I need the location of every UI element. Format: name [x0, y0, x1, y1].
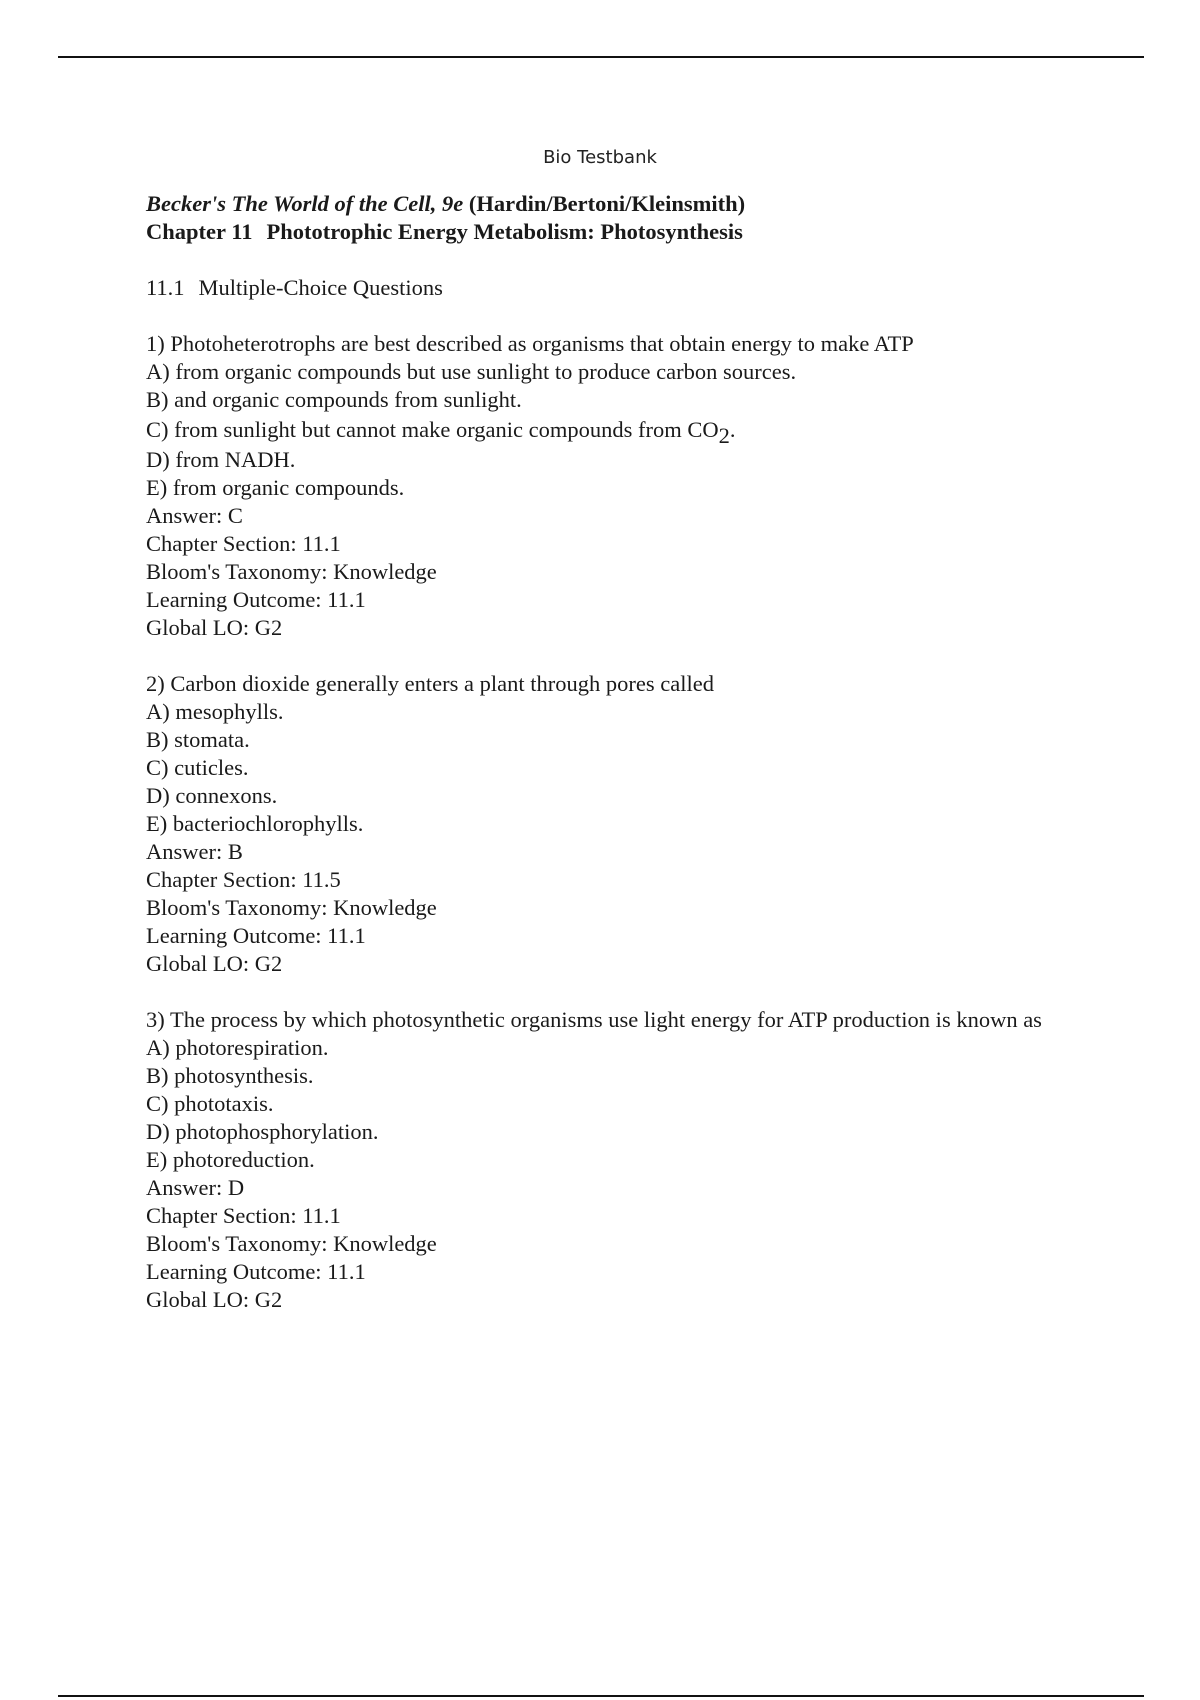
answer: Answer: C: [146, 503, 243, 528]
question-stem: 1) Photoheterotrophs are best described as organisms that obtain energy to make ATP: [146, 331, 914, 356]
blooms-taxonomy: Bloom's Taxonomy: Knowledge: [146, 1231, 437, 1256]
book-authors: (Hardin/Bertoni/Kleinsmith): [468, 191, 746, 216]
question-3: [146, 1006, 1086, 1314]
option-e: E) bacteriochlorophylls.: [146, 811, 364, 836]
book-title-line: [146, 190, 1086, 218]
chapter-number: Chapter 11: [146, 219, 253, 244]
global-lo: Global LO: G2: [146, 615, 283, 640]
section-title: Multiple-Choice Questions: [198, 275, 443, 300]
option-d: D) connexons.: [146, 783, 278, 808]
chapter-section: Chapter Section: 11.5: [146, 867, 341, 892]
answer: Answer: D: [146, 1175, 245, 1200]
option-e: E) from organic compounds.: [146, 475, 405, 500]
option-c: [146, 414, 1086, 446]
bottom-rule: [58, 1695, 1144, 1697]
global-lo: Global LO: G2: [146, 1287, 283, 1312]
question-stem: 2) Carbon dioxide generally enters a plant through pores called: [146, 671, 714, 696]
question-1: [146, 330, 1086, 642]
chapter-section: Chapter Section: 11.1: [146, 1203, 341, 1228]
option-c-suffix: .: [729, 417, 736, 442]
option-a: A) from organic compounds but use sunlight to produce carbon sources.: [146, 359, 797, 384]
question-2: [146, 670, 1086, 978]
option-d: D) from NADH.: [146, 447, 296, 472]
question-stem: 3) The process by which photosynthetic organisms use light energy for ATP production is known as: [146, 1007, 1042, 1032]
learning-outcome: Learning Outcome: 11.1: [146, 923, 366, 948]
option-b: B) and organic compounds from sunlight.: [146, 387, 522, 412]
option-c: C) cuticles.: [146, 755, 249, 780]
chapter-section: Chapter Section: 11.1: [146, 531, 341, 556]
section-heading: [146, 274, 1086, 302]
learning-outcome: Learning Outcome: 11.1: [146, 1259, 366, 1284]
blooms-taxonomy: Bloom's Taxonomy: Knowledge: [146, 559, 437, 584]
global-lo: Global LO: G2: [146, 951, 283, 976]
document-body: [146, 190, 1086, 1314]
answer: Answer: B: [146, 839, 243, 864]
option-c-text: C) from sunlight but cannot make organic compounds from CO: [146, 417, 719, 442]
option-b: B) stomata.: [146, 727, 250, 752]
option-a: A) mesophylls.: [146, 699, 284, 724]
option-c: C) phototaxis.: [146, 1091, 274, 1116]
option-c-subscript: 2: [718, 423, 730, 448]
learning-outcome: Learning Outcome: 11.1: [146, 587, 366, 612]
book-title: Becker's The World of the Cell, 9e: [146, 191, 464, 216]
section-number: 11.1: [146, 275, 185, 300]
option-e: E) photoreduction.: [146, 1147, 315, 1172]
chapter-title-line: [146, 218, 1086, 246]
blooms-taxonomy: Bloom's Taxonomy: Knowledge: [146, 895, 437, 920]
option-a: A) photorespiration.: [146, 1035, 329, 1060]
chapter-title: Phototrophic Energy Metabolism: Photosynthesis: [266, 219, 743, 244]
top-rule: [58, 56, 1144, 58]
page-header-label: Bio Testbank: [543, 147, 657, 168]
option-d: D) photophosphorylation.: [146, 1119, 379, 1144]
option-b: B) photosynthesis.: [146, 1063, 314, 1088]
